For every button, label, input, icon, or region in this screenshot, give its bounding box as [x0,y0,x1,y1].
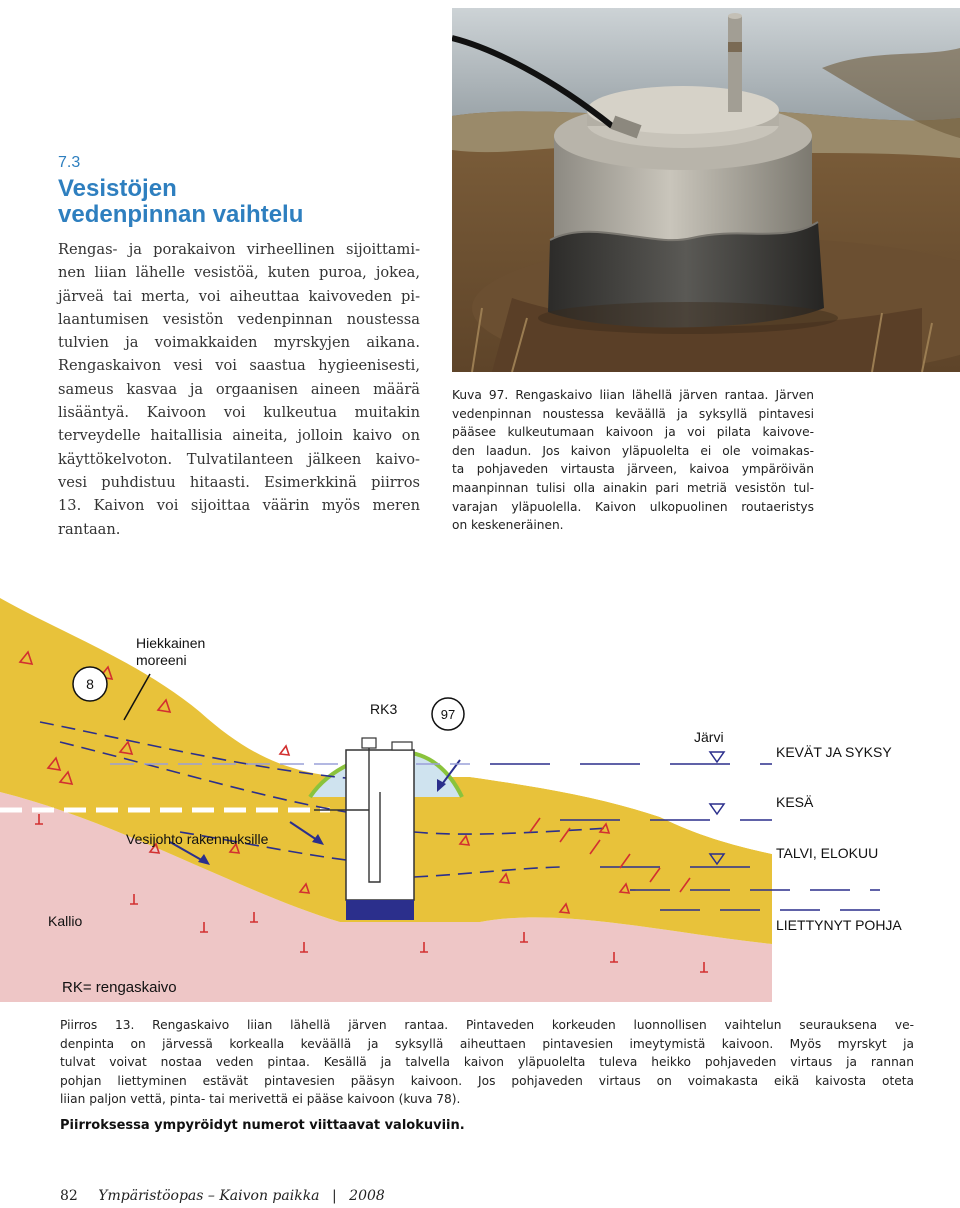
label-frozen-bottom: LIETTYNYT POHJA [776,917,902,933]
body-line: sameus kasvaa ja orgaanisen aineen määrä [58,380,420,398]
caption-line: varajan yläpuolella. Kaivon ulkopuolinen routaeristys [452,499,814,514]
label-moraine-line1: Hiekkainen [136,635,206,651]
body-line: tulvien ja voimakkaiden myrskyjen aikana. [58,334,420,352]
body-line: vesi puhdistuu hitaasti. Esimerkkinä piirros [58,473,420,491]
publication-year: 2008 [349,1188,385,1204]
cross-section-diagram [0,592,960,1012]
label-moraine-line2: moreeni [136,652,187,668]
section-number: 7.3 [58,154,81,171]
figure-caption-line: tulvat voivat nostaa veden pintaa. Kesällä ja talvella kaivon yläpuolelta tuleva heikko pohjaveden virtaus ja rannan [60,1055,914,1070]
figure-caption-line: liian paljon vettä, pinta- tai merivettä ei pääse kaivoon (kuva 78). [60,1092,461,1107]
body-line: käyttökelvoton. Tulvatilanteen jälkeen kaivo- [58,450,420,468]
label-bedrock: Kallio [48,913,83,929]
body-line: järveä tai merta, voi aiheuttaa kaivoveden pi- [58,287,420,305]
figure-caption [60,1016,914,1109]
body-line: lisääntyä. Kaivoon voi kulkeutua muitakin [58,404,420,422]
section-title-line: Vesistöjen [58,175,177,202]
level-label-winter: TALVI, ELOKUU [776,845,879,861]
photo-ref-8: 8 [86,676,94,692]
page-number: 82 [60,1188,78,1204]
section-title-line: vedenpinnan vaihtelu [58,201,304,228]
well-bottom-water [346,900,414,920]
label-pipe: Vesijohto rakennuksille [126,831,269,847]
caption-line: den laadun. Jos kaivon yläpuolelta ei ole voimakas- [452,443,814,458]
caption-line: on keskeneräinen. [452,518,564,533]
figure-caption-line: pohjan liettyminen estävät pintavesien pääsyn kaivoon. Jos pohjaveden virtaus on voimakasta eikä kaivosta oteta [60,1073,914,1088]
figure-note: Piirroksessa ympyröidyt numerot viittaavat valokuviin. [60,1118,465,1133]
label-rk3: RK3 [370,701,398,717]
cross-section-svg [0,592,960,1012]
body-line: nen liian lähelle vesistöä, kuten puroa, jokea, [58,264,420,282]
figure-caption-line: Piirros 13. Rengaskaivo liian lähellä järven rantaa. Pintaveden korkeuden luonnollisen vaihtelun seurauksena ve- [60,1018,914,1032]
caption-line: Kuva 97. Rengaskaivo liian lähellä järven rantaa. Järven [452,388,814,402]
page-footer [60,1188,385,1204]
body-line: laantumisen vesistön vedenpinnan noustessa [58,310,420,328]
publication-title: Ympäristöopas – Kaivon paikka [98,1188,320,1204]
level-label-spring: KEVÄT JA SYKSY [776,744,892,760]
body-line: rantaan. [58,520,121,538]
figure-caption-line: denpinta on järvessä korkealla keväällä ja syksyllä aiheuttaen pintavesien imeytymistä kaivoon. Myös myrskyt ja [60,1036,914,1051]
body-line: 13. Kaivon voi sijoittaa väärin myös meren [58,497,420,515]
caption-line: ta pohjaveden virtausta järveen, kaivoa ympäröivän [452,462,814,477]
section-title [58,176,438,228]
body-paragraph [58,238,420,541]
well-photo [452,8,960,372]
level-label-summer: KESÄ [776,794,814,810]
legend-rk: RK= rengaskaivo [62,979,177,996]
caption-line: pääsee kulkeutumaan kaivoon ja voi pilata kaivove- [452,425,814,440]
body-line: terveydelle haitallisia aineita, jolloin kaivo on [58,427,420,445]
level-marker-spring [710,752,724,762]
well-photo-illustration [452,8,960,372]
photo-ref-97: 97 [440,707,456,722]
caption-line: maanpinnan tulisi olla ainakin pari metriä vesistön tul- [452,480,814,495]
caption-line: vedenpinnan noustessa keväällä ja syksyllä pintavesi [452,406,814,421]
body-line: Rengaskaivon vesi voi saastua hygieenisesti, [58,357,420,375]
photo-caption [452,386,814,535]
body-line: Rengas- ja porakaivon virheellinen sijoittami- [58,241,420,258]
label-lake: Järvi [694,729,724,745]
footer-separator: | [331,1188,337,1204]
